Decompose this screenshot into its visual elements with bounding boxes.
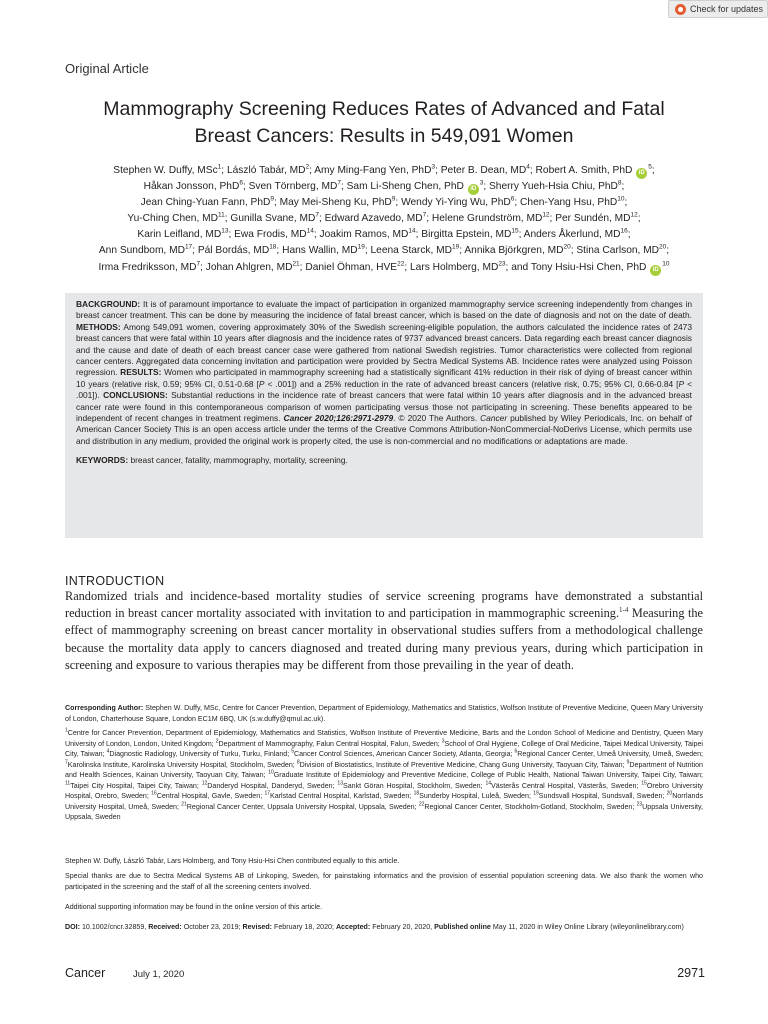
supporting-info-note: Additional supporting information may be found in the online version of this article. bbox=[65, 903, 323, 911]
received-date: October 23, 2019; bbox=[181, 923, 243, 931]
methods-label: METHODS: bbox=[76, 321, 121, 332]
affiliation-text: Sankt Göran Hospital, Stockholm, Sweden; bbox=[342, 781, 486, 790]
affiliation-ref: 7 bbox=[422, 211, 427, 219]
author bbox=[432, 213, 550, 224]
introduction-heading: INTRODUCTION bbox=[65, 574, 165, 588]
affiliation-number: 9 bbox=[626, 759, 630, 766]
affiliation-number: 4 bbox=[106, 748, 110, 755]
author-name: Anders Åkerlund, MD bbox=[523, 229, 621, 241]
orcid-icon[interactable]: iD bbox=[650, 265, 661, 276]
reference-citation[interactable]: 1-4 bbox=[619, 606, 629, 615]
affiliation-text: Karlstad Central Hospital, Karlstad, Sweden; bbox=[270, 792, 414, 800]
author-list: Stephen W. Duffy, MSc$^1$; László Tabár, $MD^2$; Amy Ming-Fang Yen, PhD$^3$; Peter B. Dean, $MD^4$; Robert A. Smith, PhD $iD^5$; Håkan Jonsson, PhD$^6$; Sven Törnberg, $MD^7$; Sam Li-Sheng Chen, PhD $iD^3$; Sherry Yueh-Hsia Chiu, PhD$^8$; Jean Ching-Yuan Fann, PhD$^9$; May Mei-Sheng Ku, PhD$^9$; Wendy Yi-Ying Wu, PhD$^6$; Chen-Yang Hsu, PhD$^{10}$; Yu-Ching Chen, MD$^{11}$; Gunilla Svane, $MD^7$; Edward Azavedo, $MD^7$; Helene Grundström, MD$^{12}$; Per Sundén, MD$^{12}$; Karin Leifland, MD$^{13}$; Ewa Frodis, MD$^{14}$; Joakim Ramos, MD$^{14}$; Birgitta Epstein, MD$^{15}$; Anders Åkerlund, MD$^{16}$; Ann Sundbom, MD$^{17}$; Pál Bordás, MD$^{18}$; Hans Wallin, MD$^{19}$; Leena Starck, MD$^{19}$; Annika Björkgren, MD$^{20}$; Stina Carlson, MD$^{20}$; Irma Fredriksson, $MD^7$; Johan Ahlgren, MD$^{21}$; Daniel Öhman, HVE$^{22}$; Lars Holmberg, MD$^{23}$; and Tony Hsiu-Hsi Chen, PhD $iD^{10}$ bbox=[58, 163, 710, 276]
affiliation-ref: 20 bbox=[659, 244, 667, 252]
abstract-text bbox=[76, 299, 692, 447]
affiliation-number: 18 bbox=[413, 790, 420, 797]
affiliation-ref: 3 bbox=[431, 163, 436, 171]
affiliation-ref: 9 bbox=[270, 195, 274, 203]
author bbox=[441, 165, 530, 176]
author bbox=[555, 213, 638, 224]
results-text-a: Women who participated in mammography screening had a statistically significant 41% reduction in their risk of dying of breast cancer within 10 years (relative risk, 0.59; 95% CI, 0.51-0.68 [ bbox=[76, 367, 692, 389]
affiliation-number: 1 bbox=[65, 727, 68, 734]
author-name: Håkan Jonsson, PhD bbox=[143, 181, 240, 193]
author bbox=[144, 181, 243, 192]
author-name: Gunilla Svane, MD bbox=[230, 213, 316, 225]
citation: Cancer 2020;126:2971-2979 bbox=[283, 413, 394, 424]
affiliation-text: Cancer Control Sciences, American Cancer Society, Atlanta, Georgia; bbox=[293, 750, 515, 758]
affiliation-ref: 20 bbox=[563, 244, 571, 252]
author bbox=[99, 262, 201, 273]
author bbox=[227, 165, 309, 176]
author-name: Robert A. Smith, PhD bbox=[535, 165, 633, 176]
author bbox=[401, 197, 514, 208]
corresponding-author-text: Stephen W. Duffy, MSc, Centre for Cancer Prevention, Department of Epidemiology, Mathematics and Statistics, Wolfson Institute of Preventive Medicine, Queen Mary University of London, Charterhouse Square, London EC1M 6BQ, UK (s.w.duffy@qmul.ac.uk). bbox=[65, 704, 704, 723]
introduction-text-a: Randomized trials and incidence-based mortality studies of service screening programs have demonstrated a substantial reduction in breast cancer mortality associated with invitation to and participation in mammographic screening. bbox=[65, 589, 703, 621]
affiliation-ref: 17 bbox=[184, 244, 193, 252]
conclusions-text: Substantial reductions in the incidence rate of breast cancers that were fatal within 10 years after diagnosis and in the advanced breast cancer rate were found in this contemporaneous comparison of women participating versus those not participating in screening. These benefits appeared to be independent of recent changes in treatment regimens. bbox=[76, 390, 692, 424]
affiliation-ref: 10 bbox=[617, 195, 625, 203]
author bbox=[127, 213, 224, 224]
keywords-label: KEYWORDS: bbox=[76, 455, 129, 466]
affiliation-ref: 6 bbox=[239, 179, 243, 187]
author-name: Ewa Frodis, MD bbox=[234, 229, 307, 241]
author-name: Annika Björkgren, MD bbox=[464, 245, 564, 257]
author bbox=[249, 181, 341, 192]
author bbox=[520, 197, 624, 208]
affiliation-number: 7 bbox=[65, 759, 68, 766]
author-name: Leena Starck, MD bbox=[370, 245, 453, 257]
results-label: RESULTS: bbox=[120, 367, 162, 378]
introduction-text-b: Measuring the effect of mammography screening on breast cancer mortality in observational studies suffers from a methodological challenge because the mortality data apply to cancers diagnosed and treated during many previous years, during which participation in screening and exposure to various therapies may be different from those prevailing in the year of death. bbox=[65, 606, 704, 672]
title-line-1: Mammography Screening Reduces Rates of Advanced and Fatal bbox=[103, 98, 665, 120]
author-name: Per Sundén, MD bbox=[555, 213, 631, 225]
author-name: Sherry Yueh-Hsia Chiu, PhD bbox=[489, 181, 618, 193]
accepted-label: Accepted: bbox=[335, 923, 371, 931]
affiliation-ref: 19 bbox=[357, 244, 365, 252]
footer-date: July 1, 2020 bbox=[133, 969, 185, 980]
affiliation-ref: 22 bbox=[397, 260, 405, 268]
affiliation-text: Department of Nutrition and Health Sciences, Kainan University, Taoyuan City, Taiwan; bbox=[65, 760, 703, 779]
author-name: Hans Wallin, MD bbox=[282, 245, 358, 257]
crossmark-icon bbox=[675, 4, 686, 15]
published-label: Published online bbox=[434, 923, 491, 931]
affiliation-text: Regional Cancer Center, Stockholm-Gotland, Stockholm, Sweden; bbox=[424, 802, 637, 811]
affiliation-number: 21 bbox=[181, 801, 187, 808]
author-name: Amy Ming-Fang Yen, PhD bbox=[314, 165, 432, 176]
author-name: Sven Törnberg, MD bbox=[248, 181, 338, 193]
abstract-box bbox=[65, 293, 703, 538]
affiliation-ref: 7 bbox=[315, 211, 319, 219]
affiliation-number: 2 bbox=[215, 738, 219, 745]
affiliation-ref: 21 bbox=[292, 260, 300, 268]
affiliation-number: 23 bbox=[636, 801, 643, 808]
corresponding-author bbox=[65, 703, 703, 724]
author bbox=[198, 245, 277, 256]
author-name: Johan Ahlgren, MD bbox=[205, 261, 293, 273]
article-title bbox=[40, 96, 728, 150]
affiliation-text: Orebro University Hospital, Orebro, Sweden; bbox=[65, 781, 703, 800]
author bbox=[421, 229, 518, 240]
revised-date: February 18, 2020; bbox=[272, 923, 336, 931]
affiliation-number: 14 bbox=[485, 780, 491, 787]
publication-history bbox=[65, 922, 703, 933]
affiliation-number: 6 bbox=[514, 748, 518, 755]
background-text: It is of paramount importance to evaluate the impact of participation in organized mammography service screening independently from changes in breast cancer treatment. This can be done by measuring the incidence of fatal breast cancer, which is based on the date of diagnosis and not on the date of death. bbox=[76, 299, 692, 321]
orcid-icon[interactable]: iD bbox=[636, 168, 647, 179]
affiliation-ref: 3 bbox=[479, 179, 484, 187]
license-text-b: published by Wiley Periodicals, Inc. on behalf of American Cancer Society This is an open access article under the terms of the Creative Commons Attribution-NonCommercial-NoDerivs License, which permits use and distribution in any medium, provided the original work is properly cited, the use is non-commercial and no modifications or adaptations are made. bbox=[76, 413, 692, 446]
author-name: Lars Holmberg, MD bbox=[409, 261, 499, 273]
results-text-b: < .001]) and a 25% reduction in the rate of advanced breast cancers (relative risk, 0.75; 95% CI, 0.66-0.84 [ bbox=[264, 378, 679, 389]
check-for-updates-badge[interactable] bbox=[668, 0, 768, 18]
affiliation-text: Danderyd Hospital, Danderyd, Sweden; bbox=[207, 781, 338, 790]
author bbox=[137, 229, 228, 240]
published-date: May 11, 2020 in Wiley Online Library (wileyonlinelibrary.com) bbox=[490, 923, 684, 931]
doi-label: DOI: bbox=[65, 923, 80, 931]
affiliation-text: Centre for Cancer Prevention, Department of Epidemiology, Mathematics and Statistics, Wolfson Institute of Preventive Medicine, Barts and the London School of Medicine and Dentistry, Queen Mary University of London, London, United Kingdom; bbox=[65, 729, 703, 748]
author-name: Peter B. Dean, MD bbox=[440, 165, 527, 176]
author-name: Pál Bordás, MD bbox=[197, 245, 270, 257]
p-value-label: P bbox=[678, 378, 685, 389]
affiliation-number: 5 bbox=[291, 748, 294, 755]
conclusions-label: CONCLUSIONS: bbox=[103, 390, 168, 401]
author-name: Joakim Ramos, MD bbox=[319, 229, 409, 241]
author-name: László Tabár, MD bbox=[226, 165, 306, 176]
affiliation-number: 11 bbox=[65, 780, 71, 787]
affiliation-number: 10 bbox=[268, 769, 274, 776]
author bbox=[410, 262, 506, 273]
affiliation-text: Västerås Central Hospital, Västerås, Sweden; bbox=[491, 781, 642, 790]
author-name: Ann Sundbom, MD bbox=[98, 245, 185, 257]
affiliation-ref: 7 bbox=[337, 179, 341, 187]
title-line-2: Breast Cancers: Results in 549,091 Women bbox=[194, 125, 574, 147]
author-name: Daniel Öhman, HVE bbox=[305, 261, 398, 273]
author-name: Stina Carlson, MD bbox=[576, 245, 660, 257]
author bbox=[347, 181, 484, 192]
affiliation-text: Uppsala University, Uppsala, Sweden bbox=[65, 802, 703, 821]
affiliation-ref: 7 bbox=[196, 260, 201, 268]
affiliation-ref: 10 bbox=[662, 260, 670, 268]
affiliation-text: Central Hospital, Gavle, Sweden; bbox=[156, 792, 265, 800]
author-name: Stephen W. Duffy, MSc bbox=[113, 165, 218, 176]
affiliation-text: Regional Cancer Center, Umeå University, Umeå, Sweden; bbox=[517, 750, 704, 758]
revised-label: Revised: bbox=[242, 923, 273, 931]
results-text-c: < .001]). bbox=[76, 378, 693, 401]
author-name: Birgitta Epstein, MD bbox=[421, 229, 512, 241]
author bbox=[576, 245, 666, 256]
author-name: Irma Fredriksson, MD bbox=[98, 261, 197, 273]
author-name: Yu-Ching Chen, MD bbox=[127, 213, 218, 225]
author-name: Edward Azavedo, MD bbox=[324, 213, 423, 225]
affiliation-ref: 1 bbox=[217, 163, 222, 171]
affiliations bbox=[65, 728, 703, 823]
affiliation-text: Sunderby Hospital, Luleå, Sweden; bbox=[419, 792, 534, 800]
affiliation-text: School of Oral Hygiene, College of Oral Medicine, Taipei Medical University, Taipei City, Taiwan; bbox=[65, 739, 704, 758]
affiliation-number: 3 bbox=[441, 738, 445, 745]
author bbox=[282, 245, 365, 256]
corresponding-author-label: Corresponding Author: bbox=[65, 704, 144, 712]
affiliation-ref: 14 bbox=[408, 227, 416, 235]
license-text-a: . © 2020 The Authors. bbox=[393, 413, 481, 424]
affiliation-number: 20 bbox=[666, 790, 673, 797]
affiliation-ref: 12 bbox=[630, 211, 638, 219]
affiliation-ref: 2 bbox=[305, 163, 310, 171]
article-type-label: Original Article bbox=[65, 61, 149, 76]
author bbox=[489, 181, 622, 192]
author bbox=[234, 229, 314, 240]
received-label: Received: bbox=[148, 923, 182, 931]
author bbox=[464, 245, 570, 256]
affiliation-text: Graduate Institute of Epidemiology and Preventive Medicine, College of Public Health, National Taiwan University, Taipei City, Taiwan; bbox=[273, 771, 703, 779]
author bbox=[305, 262, 404, 273]
author-name: Sam Li-Sheng Chen, PhD bbox=[346, 181, 464, 193]
author bbox=[206, 262, 300, 273]
journal-name: Cancer bbox=[480, 413, 508, 424]
affiliation-ref: 9 bbox=[391, 195, 396, 203]
author bbox=[314, 165, 435, 176]
affiliation-number: 15 bbox=[641, 780, 647, 787]
author-name: May Mei-Sheng Ku, PhD bbox=[279, 197, 392, 209]
author bbox=[370, 245, 459, 256]
author bbox=[99, 245, 192, 256]
affiliation-ref: 13 bbox=[221, 227, 229, 235]
affiliation-text: Regional Cancer Center, Uppsala University Hospital, Uppsala, Sweden; bbox=[186, 802, 419, 811]
affiliation-ref: 8 bbox=[617, 179, 622, 187]
affiliation-text: Sundsvall Hospital, Sundsvall, Sweden; bbox=[538, 792, 667, 800]
affiliation-ref: 18 bbox=[269, 244, 277, 252]
affiliation-number: 16 bbox=[151, 790, 157, 797]
author-joiner: and bbox=[511, 261, 531, 273]
check-for-updates-label: Check for updates bbox=[690, 4, 764, 14]
affiliation-text: Karolinska Institute, Karolinska University Hospital, Stockholm, Sweden; bbox=[67, 760, 297, 769]
author-name: Jean Ching-Yuan Fann, PhD bbox=[140, 197, 271, 209]
affiliation-number: 12 bbox=[201, 780, 208, 787]
author bbox=[113, 165, 221, 176]
introduction-text bbox=[65, 588, 703, 674]
author bbox=[280, 197, 396, 208]
doi-value[interactable]: 10.1002/cncr.32859, bbox=[79, 923, 149, 931]
affiliation-number: 19 bbox=[533, 790, 539, 797]
p-value-label: P bbox=[258, 378, 265, 389]
equal-contribution-note: Stephen W. Duffy, László Tabár, Lars Holmberg, and Tony Hsiu-Hsi Chen contributed equally to this article. bbox=[65, 857, 400, 865]
affiliation-ref: 16 bbox=[620, 227, 628, 235]
author bbox=[325, 213, 427, 224]
keywords-text: breast cancer, fatality, mammography, mortality, screening. bbox=[128, 455, 348, 466]
affiliation-number: 22 bbox=[418, 801, 425, 808]
affiliation-text: Division of Biostatistics, Institute of Preventive Medicine, Chang Gung University, Taoyuan City, Taiwan; bbox=[299, 760, 627, 769]
author bbox=[320, 229, 416, 240]
affiliation-ref: 4 bbox=[526, 163, 530, 171]
affiliation-text: Norrlands University Hospital, Umeå, Sweden; bbox=[65, 792, 703, 811]
footer-journal: Cancer bbox=[65, 966, 106, 980]
affiliation-ref: 12 bbox=[542, 211, 550, 219]
author bbox=[141, 197, 274, 208]
keywords bbox=[76, 455, 692, 466]
affiliation-text: Taipei City Hospital, Taipei City, Taiwan; bbox=[70, 781, 202, 790]
background-label: BACKGROUND: bbox=[76, 299, 141, 309]
affiliation-text: Department of Mammography, Falun Central Hospital, Falun, Sweden; bbox=[218, 739, 442, 748]
affiliation-ref: 11 bbox=[217, 211, 225, 219]
affiliation-ref: 14 bbox=[306, 227, 314, 235]
affiliation-number: 17 bbox=[264, 790, 271, 797]
affiliation-number: 8 bbox=[296, 759, 300, 766]
author-name: Helene Grundström, MD bbox=[431, 213, 543, 225]
affiliation-ref: 5 bbox=[648, 163, 652, 171]
author-name: Chen-Yang Hsu, PhD bbox=[520, 197, 618, 209]
author bbox=[536, 165, 652, 176]
affiliation-text: Diagnostic Radiology, University of Turku, Turku, Finland; bbox=[109, 750, 292, 758]
author bbox=[524, 229, 628, 240]
acknowledgments: Special thanks are due to Sectra Medical Systems AB of Linkoping, Sweden, for painstaking informatics and the provision of essential population screening data. We also thank the women who participated in the screening and the staff of all the screening centers involved. bbox=[65, 872, 703, 891]
affiliation-ref: 6 bbox=[510, 195, 515, 203]
author-name: Karin Leifland, MD bbox=[137, 229, 222, 241]
accepted-date: February 20, 2020, bbox=[370, 923, 435, 931]
affiliation-ref: 15 bbox=[511, 227, 519, 235]
author-name: Wendy Yi-Ying Wu, PhD bbox=[401, 197, 511, 209]
author bbox=[531, 262, 670, 273]
page-number: 2971 bbox=[677, 966, 705, 980]
orcid-icon[interactable]: iD bbox=[468, 184, 479, 195]
methods-text: Among 549,091 women, covering approximately 30% of the Swedish screening-eligible population, the authors calculated the incidence rates of 2473 breast cancers that were fatal within 10 years after diagnosis and the incidence rates of 9737 advanced breast cancers. Data regarding each breast cancer diagnosis and the cause and date of death of each breast cancer case were gathered from national Swedish registries. Tumor characteristics were collected from regional cancer centers. Aggregated data concerning invitation and participation were provided by Sectra Medical Systems AB. Incidence rates were analyzed using Poisson regression. bbox=[76, 321, 692, 378]
affiliation-number: 13 bbox=[337, 780, 343, 787]
affiliation-ref: 19 bbox=[452, 244, 460, 252]
author bbox=[230, 213, 319, 224]
affiliation-ref: 23 bbox=[498, 260, 506, 268]
author-name: Tony Hsiu-Hsi Chen, PhD bbox=[530, 261, 647, 273]
